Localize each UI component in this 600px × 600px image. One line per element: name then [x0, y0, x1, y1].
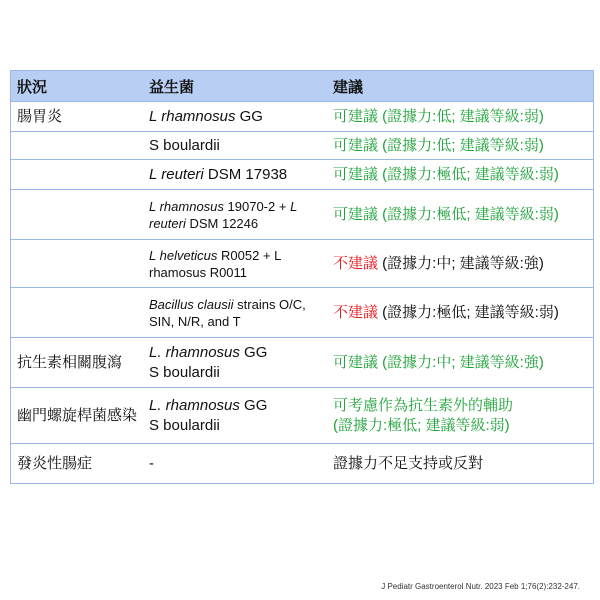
table-row — [11, 338, 594, 388]
probiotic-species: L reuteri — [149, 165, 204, 183]
cell-condition — [11, 288, 144, 338]
probiotic-strain: GG — [235, 107, 263, 125]
condition-label: 幽門螺旋桿菌感染 — [17, 406, 138, 424]
recommendation-verdict: 可建議 — [333, 107, 379, 125]
cell-recommendation — [327, 190, 594, 240]
cell-probiotic — [143, 338, 327, 388]
table-row — [11, 288, 594, 338]
probiotic-species: L helveticus — [149, 247, 218, 263]
header-recommendation: 建議 — [327, 71, 594, 102]
recommendation-evidence: (證據力:極低; 建議等級:弱) — [378, 303, 559, 321]
table-row — [11, 388, 594, 444]
recommendation-evidence: (證據力:極低; 建議等級:弱) — [378, 165, 559, 183]
cell-recommendation — [327, 160, 594, 190]
cell-recommendation — [327, 102, 594, 132]
probiotic-species-2: L reuteri — [149, 198, 298, 231]
condition-label: 腸胃炎 — [17, 107, 63, 125]
recommendation-verdict: 可建議 — [333, 205, 379, 223]
recommendation-evidence: (證據力:中; 建議等級:強) — [378, 353, 544, 371]
recommendation-evidence: (證據力:極低; 建議等級:弱) — [333, 416, 510, 434]
cell-probiotic — [143, 102, 327, 132]
table-row — [11, 444, 594, 484]
cell-condition — [11, 444, 144, 484]
header-condition: 狀況 — [11, 71, 144, 102]
cell-probiotic — [143, 288, 327, 338]
probiotic-species: L. rhamnosus — [149, 343, 240, 361]
cell-probiotic — [143, 388, 327, 444]
header-probiotic: 益生菌 — [143, 71, 327, 102]
recommendation-evidence: (證據力:低; 建議等級:弱) — [378, 136, 544, 154]
probiotic-species: L. rhamnosus — [149, 396, 240, 414]
table-row — [11, 132, 594, 160]
probiotic-line-2: S boulardii — [149, 363, 220, 381]
cell-probiotic — [143, 444, 327, 484]
cell-probiotic — [143, 132, 327, 160]
probiotic-species: Bacillus clausii — [149, 296, 234, 312]
cell-recommendation — [327, 388, 594, 444]
recommendation-evidence: (證據力:極低; 建議等級:弱) — [378, 205, 559, 223]
cell-condition — [11, 132, 144, 160]
probiotic-species: L rhamnosus — [149, 198, 224, 214]
recommendation-verdict: 可建議 — [333, 136, 379, 154]
condition-label: 抗生素相關腹瀉 — [17, 353, 123, 371]
cell-condition — [11, 240, 144, 288]
table-row — [11, 160, 594, 190]
citation: J Pediatr Gastroenterol Nutr. 2023 Feb 1;76(2):232-247. — [381, 582, 580, 591]
table-row — [11, 190, 594, 240]
probiotic-strain: GG — [239, 396, 268, 414]
cell-probiotic — [143, 190, 327, 240]
cell-condition — [11, 190, 144, 240]
cell-condition — [11, 338, 144, 388]
probiotic-strain: GG — [239, 343, 268, 361]
probiotic-strain-2: DSM 12246 — [185, 215, 259, 231]
cell-recommendation — [327, 444, 594, 484]
probiotic-strain: 19070-2 + — [223, 198, 291, 214]
cell-condition — [11, 102, 144, 132]
cell-probiotic — [143, 240, 327, 288]
table-row — [11, 102, 594, 132]
recommendation-verdict: 可建議 — [333, 165, 379, 183]
table-header-row — [11, 71, 594, 102]
cell-recommendation — [327, 240, 594, 288]
cell-recommendation — [327, 288, 594, 338]
recommendation-evidence: (證據力:低; 建議等級:弱) — [378, 107, 544, 125]
recommendation-verdict: 不建議 — [333, 303, 379, 321]
probiotic-recommendation-table — [10, 70, 594, 484]
probiotic-strain: DSM 17938 — [203, 165, 288, 183]
table-row — [11, 240, 594, 288]
recommendation-verdict: 不建議 — [333, 254, 379, 272]
cell-probiotic — [143, 160, 327, 190]
probiotic-strain: strains O/C, SIN, N/R, and T — [149, 296, 306, 329]
probiotic-line-2: S boulardii — [149, 416, 220, 434]
cell-recommendation — [327, 132, 594, 160]
probiotic-strain: R0052 + L rhamosus R0011 — [149, 247, 281, 280]
probiotic-strain: S boulardii — [149, 136, 220, 154]
recommendation-verdict: 證據力不足支持或反對 — [333, 454, 484, 472]
recommendation-verdict: 可考慮作為抗生素外的輔助 — [333, 396, 514, 414]
recommendation-evidence: (證據力:中; 建議等級:強) — [378, 254, 544, 272]
probiotic-species: L rhamnosus — [149, 107, 236, 125]
condition-label: 發炎性腸症 — [17, 454, 93, 472]
cell-condition — [11, 160, 144, 190]
cell-condition — [11, 388, 144, 444]
recommendation-verdict: 可建議 — [333, 353, 379, 371]
probiotic-strain: - — [149, 454, 154, 472]
cell-recommendation — [327, 338, 594, 388]
